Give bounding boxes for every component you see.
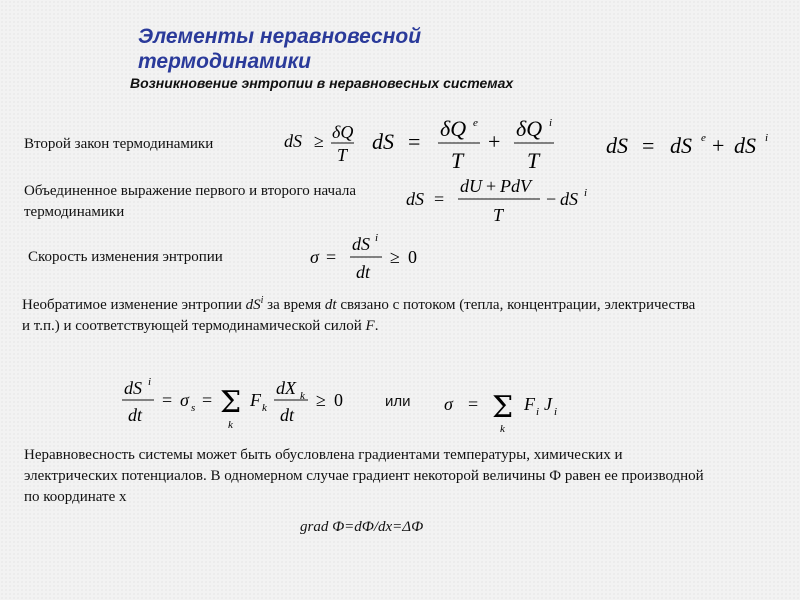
label-second-law: Второй закон термодинамики [24,136,214,152]
formula-sigma-sum [444,380,584,438]
formula-entropy-split [372,114,582,174]
svg-text:δQ: δQ [332,122,354,142]
svg-text:=: = [162,390,173,410]
svg-text:−: − [546,189,557,209]
svg-text:δQ: δQ [516,116,543,141]
slide-subtitle: Возникновение энтропии в неравновесных системах [130,75,514,91]
irreversible-text-part: за время [263,297,325,313]
svg-text:k: k [262,402,267,414]
svg-text:≥: ≥ [314,131,324,151]
svg-text:=: = [326,247,337,267]
svg-text:σ: σ [180,390,189,410]
svg-text:e: e [473,117,478,129]
svg-text:Σ: Σ [220,385,242,420]
or-word: или [385,393,411,410]
svg-text:i: i [536,406,540,418]
svg-text:i: i [584,187,588,199]
irreversible-text-part: dS [245,297,261,313]
formula-flux-force [120,372,370,434]
svg-text:σ: σ [310,247,319,267]
svg-text:σ: σ [444,394,453,414]
svg-text:dt: dt [128,405,143,425]
svg-text:T: T [451,148,464,173]
svg-text:=: = [408,129,421,154]
svg-text:i: i [554,406,558,418]
label-combined-expression: Объединенное выражение первого и второго начала термодинамики [24,183,357,220]
svg-text:dS: dS [734,133,756,158]
svg-text:dU: dU [460,176,482,196]
svg-text:0: 0 [334,390,343,410]
paragraph-irreversible [22,290,702,337]
svg-text:F: F [524,394,535,414]
svg-text:PdV: PdV [500,176,531,196]
svg-text:δQ: δQ [440,116,467,141]
irreversible-text-part: F [365,318,375,334]
svg-text:dS: dS [560,189,578,209]
svg-text:s: s [191,402,196,414]
svg-text:dS: dS [124,378,142,398]
svg-text:i: i [148,376,152,388]
paragraph-gradient: Неравновесность системы может быть обусловлена градиентами температуры, химических и электрических потенциалов. В одномерном случае градиент некоторой величины Ф равен ее производной по координате x [24,447,704,505]
irreversible-text-part: . [374,318,379,334]
svg-text:e: e [701,132,706,144]
svg-text:+: + [712,133,725,158]
svg-text:0: 0 [408,247,417,267]
formula-second-law-inequality [284,118,356,168]
svg-text:dt: dt [280,405,295,425]
svg-text:i: i [765,132,769,144]
svg-text:J: J [544,394,552,414]
label-entropy-rate: Скорость изменения энтропии [28,249,223,265]
svg-text:dS: dS [372,129,394,154]
svg-text:dX: dX [276,378,296,398]
svg-text:dS: dS [406,189,424,209]
irreversible-text-part: i [260,295,264,306]
svg-text:T: T [337,145,348,165]
svg-text:F: F [250,390,261,410]
svg-text:T: T [493,205,504,225]
formula-entropy-sum [606,128,786,160]
svg-text:Σ: Σ [492,390,514,425]
svg-text:dS: dS [352,234,370,254]
svg-text:+: + [488,129,501,154]
svg-text:k: k [228,419,233,431]
svg-text:k: k [500,423,505,435]
irreversible-text-part: dt [324,297,337,313]
svg-text:i: i [375,232,379,244]
svg-text:dS: dS [606,133,628,158]
svg-text:=: = [468,394,479,414]
svg-text:=: = [434,189,445,209]
irreversible-text-part: Необратимое изменение энтропии [22,297,246,313]
svg-text:=: = [202,390,213,410]
formula-entropy-rate [310,230,430,286]
svg-text:dS: dS [284,131,302,151]
svg-text:≥: ≥ [316,390,326,410]
svg-text:dS: dS [670,133,692,158]
svg-text:i: i [549,117,553,129]
grad-formula: grad Ф=dФ/dx=ΔФ [300,519,424,535]
svg-text:=: = [642,133,655,158]
svg-text:dt: dt [356,262,371,282]
svg-text:k: k [300,390,305,402]
irreversible-text-part: связано с потоком (тепла, концентрации, электричества и т.п.) и соответствующей термодинамической силой [22,297,696,334]
formula-combined [406,172,606,228]
svg-text:T: T [527,148,540,173]
slide-title: Элементы неравновесной термодинамики [138,25,422,73]
svg-text:+: + [486,176,497,196]
svg-text:≥: ≥ [390,247,400,267]
